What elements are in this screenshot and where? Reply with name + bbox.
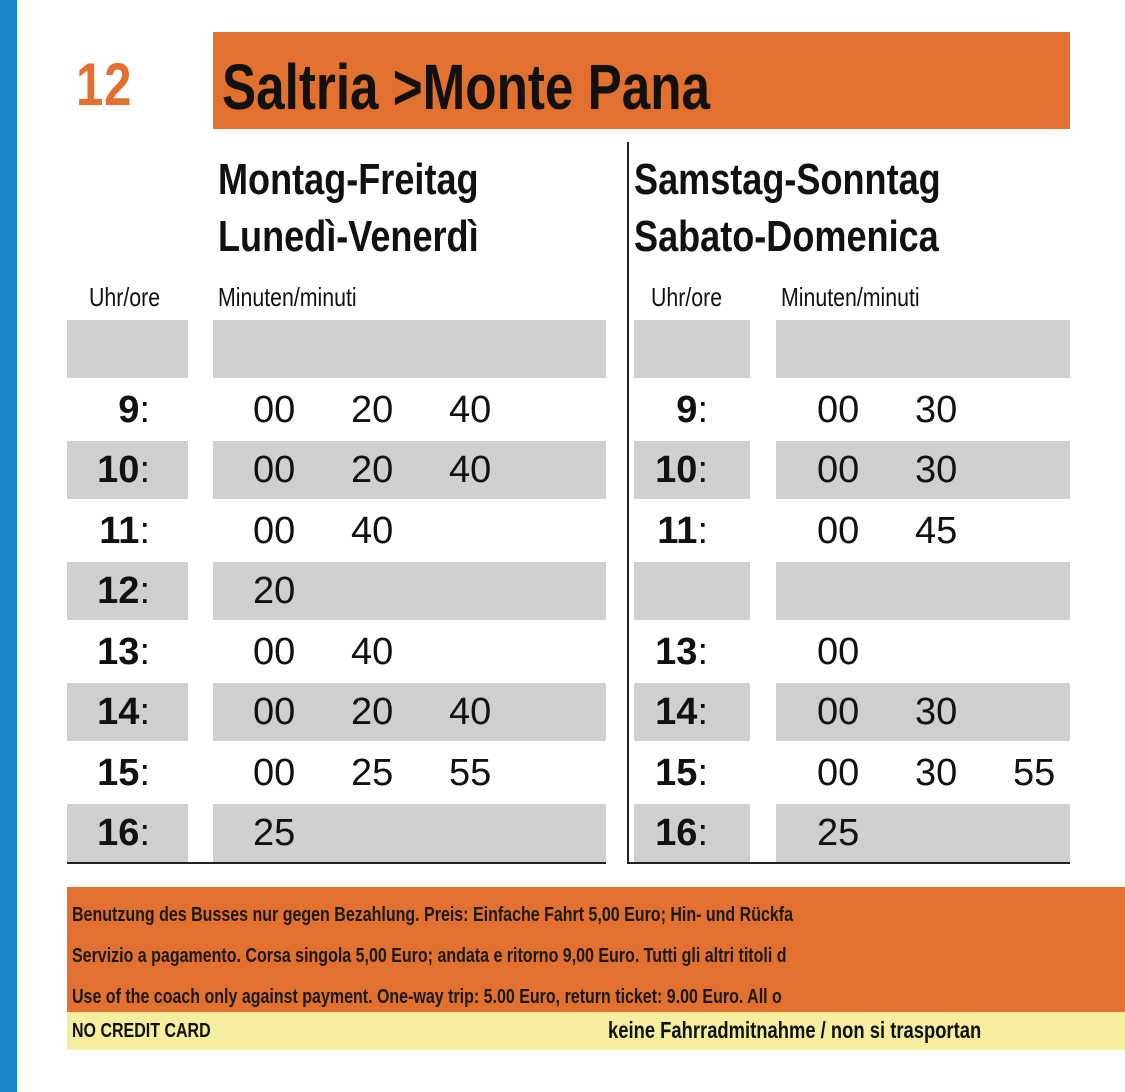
minutes-cell-shade (776, 562, 1070, 620)
weekday-bottom-rule (67, 862, 606, 864)
minute-value: 40 (449, 388, 492, 431)
hour-cell-shade (67, 320, 188, 378)
hour-value (618, 814, 708, 852)
hour-number: 14 (655, 691, 698, 733)
minute-value: 40 (351, 630, 394, 673)
fare-info-en: Use of the coach only against payment. One-way trip: 5.00 Euro, return ticket: 9.00 Euro. All o (72, 986, 782, 1008)
hour-colon: : (139, 691, 150, 733)
hour-number: 13 (655, 630, 698, 673)
hour-number: 9 (676, 388, 698, 431)
hour-number: 13 (97, 630, 140, 673)
left-color-strip (0, 0, 17, 1092)
hour-colon: : (139, 509, 150, 552)
minute-value: 40 (449, 691, 492, 733)
hour-cell-shade (634, 562, 750, 620)
minute-value: 25 (351, 751, 394, 794)
hour-number: 16 (97, 812, 140, 854)
hour-colon: : (697, 388, 708, 431)
weekday-title-de: Montag-Freitag (218, 155, 479, 204)
minute-value: 55 (1013, 751, 1056, 794)
weekend-bottom-rule (629, 862, 1070, 864)
minute-value: 00 (817, 691, 860, 733)
hour-colon: : (697, 751, 708, 794)
minute-value: 00 (817, 630, 860, 673)
minute-value: 00 (253, 388, 296, 431)
hour-colon: : (139, 388, 150, 431)
hour-value (60, 451, 150, 489)
minute-value: 00 (253, 630, 296, 673)
minute-value: 20 (351, 449, 394, 491)
minute-value: 20 (253, 570, 296, 612)
hour-colon: : (697, 630, 708, 673)
minutes-cell-shade (776, 320, 1070, 378)
minute-value: 30 (915, 388, 958, 431)
hour-colon: : (139, 751, 150, 794)
minute-value: 45 (915, 509, 958, 552)
minute-value: 20 (351, 388, 394, 431)
hour-value (618, 630, 708, 673)
weekend-minutes-label: Minuten/minuti (781, 282, 920, 312)
hour-number: 9 (118, 388, 140, 431)
hour-value (60, 751, 150, 794)
minute-value: 00 (253, 691, 296, 733)
weekend-hour-label: Uhr/ore (651, 282, 723, 312)
hour-cell-shade (634, 320, 750, 378)
minute-value: 30 (915, 449, 958, 491)
hour-colon: : (139, 449, 150, 491)
hour-colon: : (139, 812, 150, 854)
minute-value: 00 (817, 388, 860, 431)
weekday-hour-label: Uhr/ore (89, 282, 161, 312)
minute-value: 00 (253, 751, 296, 794)
weekday-minutes-label: Minuten/minuti (218, 282, 357, 312)
minute-value: 25 (253, 812, 296, 854)
minute-value: 55 (449, 751, 492, 794)
no-credit-card-notice: NO CREDIT CARD (72, 1020, 211, 1042)
hour-value (60, 693, 150, 731)
hour-number: 14 (97, 691, 140, 733)
weekend-title-it: Sabato-Domenica (634, 212, 939, 261)
minute-value: 00 (817, 509, 860, 552)
hour-value (60, 509, 150, 552)
hour-colon: : (139, 570, 150, 612)
hour-number: 16 (655, 812, 698, 854)
route-number: 12 (76, 51, 133, 118)
fare-info-it: Servizio a pagamento. Corsa singola 5,00 Euro; andata e ritorno 9,00 Euro. Tutti gli altri titoli d (72, 945, 787, 967)
hour-number: 12 (97, 570, 140, 612)
route-title: Saltria >Monte Pana (222, 51, 710, 123)
minute-value: 00 (253, 449, 296, 491)
hour-number: 11 (99, 509, 140, 552)
hour-value (618, 693, 708, 731)
hour-number: 11 (657, 509, 698, 552)
minute-value: 30 (915, 691, 958, 733)
hour-value (60, 630, 150, 673)
minutes-cell-shade (213, 320, 606, 378)
hour-colon: : (139, 630, 150, 673)
hour-number: 15 (97, 751, 140, 794)
minute-value: 30 (915, 751, 958, 794)
hour-value (618, 751, 708, 794)
fare-info-de: Benutzung des Busses nur gegen Bezahlung. Preis: Einfache Fahrt 5,00 Euro; Hin- und Rückfa (72, 904, 793, 926)
hour-value (60, 572, 150, 610)
minute-value: 40 (351, 509, 394, 552)
minute-value: 20 (351, 691, 394, 733)
weekday-title-it: Lunedì-Venerdì (218, 212, 479, 261)
minute-value: 00 (253, 509, 296, 552)
bike-transport-notice: keine Fahrradmitnahme / non si trasportan (608, 1017, 982, 1043)
minute-value: 00 (817, 449, 860, 491)
minute-value: 40 (449, 449, 492, 491)
hour-colon: : (697, 812, 708, 854)
minute-value: 00 (817, 751, 860, 794)
hour-number: 10 (655, 449, 698, 491)
hour-value (618, 509, 708, 552)
hour-number: 15 (655, 751, 698, 794)
hour-value (618, 388, 708, 431)
hour-colon: : (697, 509, 708, 552)
weekend-title-de: Samstag-Sonntag (634, 155, 941, 204)
hour-value (618, 451, 708, 489)
hour-colon: : (697, 691, 708, 733)
hour-colon: : (697, 449, 708, 491)
minute-value: 25 (817, 812, 860, 854)
hour-value (60, 388, 150, 431)
hour-number: 10 (97, 449, 140, 491)
hour-value (60, 814, 150, 852)
